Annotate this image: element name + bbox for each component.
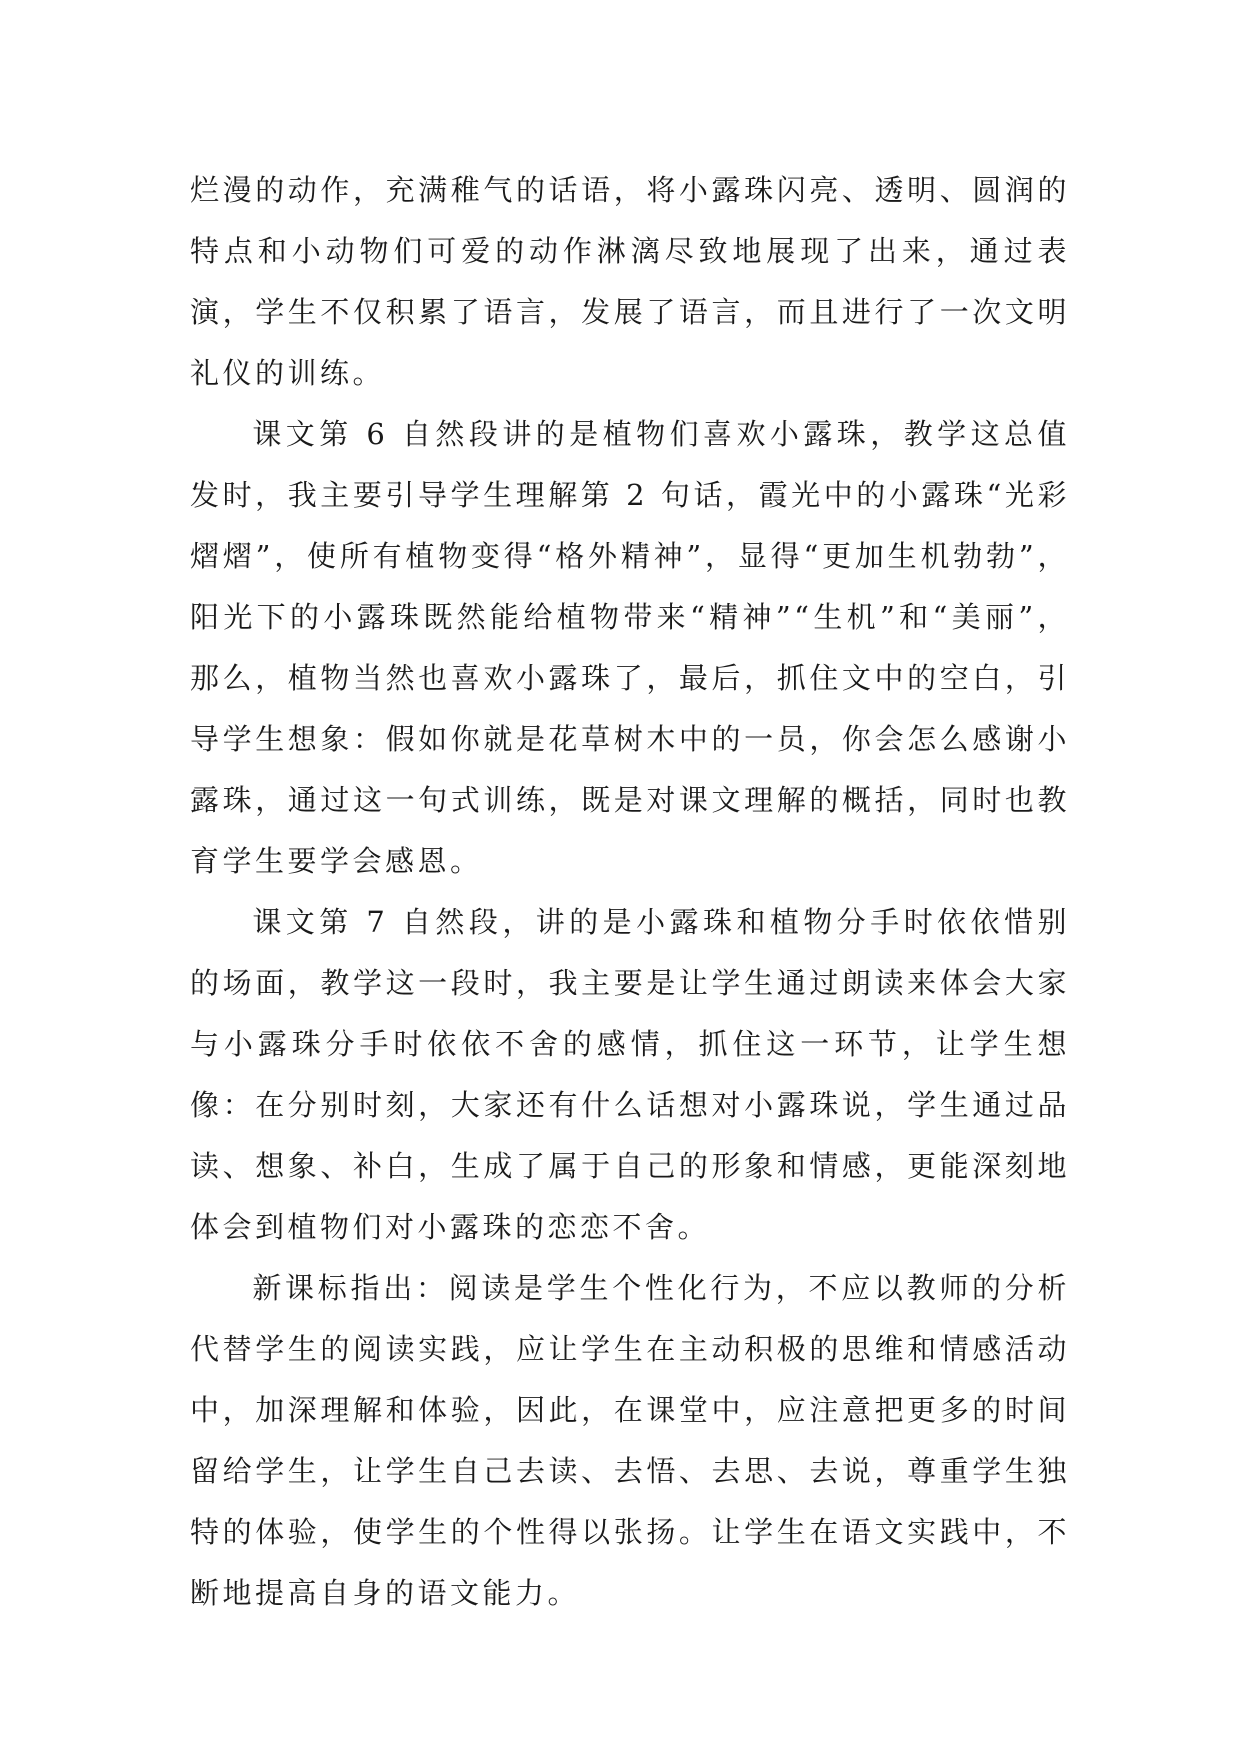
document-body <box>190 160 1070 1624</box>
paragraph-1: 烂漫的动作，充满稚气的话语，将小露珠闪亮、透明、圆润的特点和小动物们可爱的动作淋漓尽致地展现了出来，通过表演，学生不仅积累了语言，发展了语言，而且进行了一次文明礼仪的训练。 <box>190 173 1070 390</box>
paragraph-4: 新课标指出：阅读是学生个性化行为，不应以教师的分析代替学生的阅读实践，应让学生在主动积极的思维和情感活动中，加深理解和体验，因此，在课堂中，应注意把更多的时间留给学生，让学生自己去读、去悟、去思、去说，尊重学生独特的体验，使学生的个性得以张扬。让学生在语文实践中，不断地提高自身的语文能力。 <box>190 1271 1070 1610</box>
paragraph-3: 课文第 7 自然段，讲的是小露珠和植物分手时依依惜别的场面，教学这一段时，我主要是让学生通过朗读来体会大家与小露珠分手时依依不舍的感情，抓住这一环节，让学生想像：在分别时刻，大家还有什么话想对小露珠说，学生通过品读、想象、补白，生成了属于自己的形象和情感，更能深刻地体会到植物们对小露珠的恋恋不舍。 <box>190 905 1070 1244</box>
paragraph-2: 课文第 6 自然段讲的是植物们喜欢小露珠，教学这总值发时，我主要引导学生理解第 2 句话，霞光中的小露珠“光彩熠熠”，使所有植物变得“格外精神”，显得“更加生机勃勃”，阳光下的小露珠既然能给植物带来“精神”“生机”和“美丽”，那么，植物当然也喜欢小露珠了，最后，抓住文中的空白，引导学生想象：假如你就是花草树木中的一员，你会怎么感谢小露珠，通过这一句式训练，既是对课文理解的概括，同时也教育学生要学会感恩。 <box>190 417 1070 878</box>
